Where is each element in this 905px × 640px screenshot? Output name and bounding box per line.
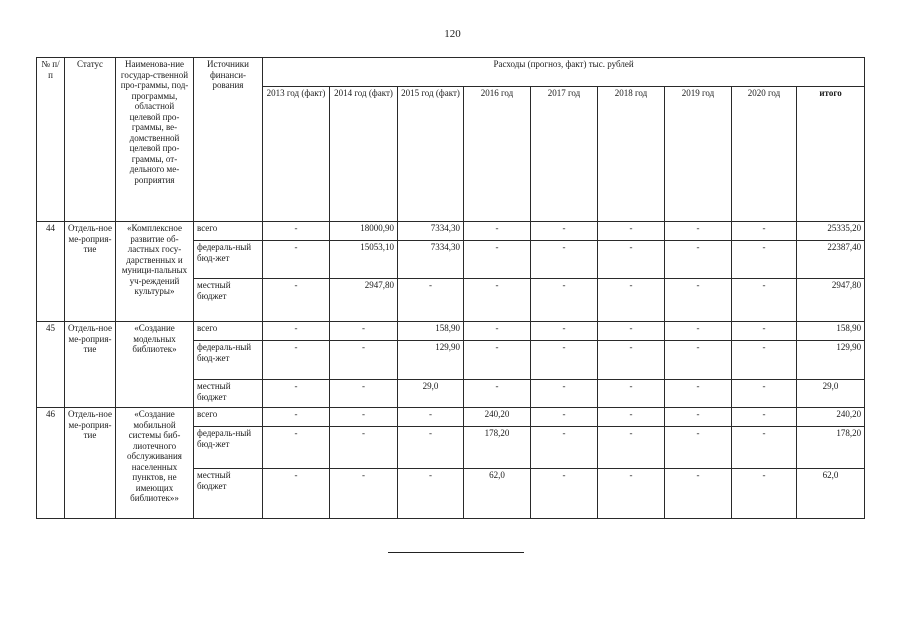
cell-value: - xyxy=(598,222,665,241)
cell-total: 62,0 xyxy=(797,469,865,519)
cell-value: 178,20 xyxy=(464,427,531,469)
cell-value: - xyxy=(330,408,398,427)
header-year: 2017 год xyxy=(531,87,598,222)
cell-value: - xyxy=(732,341,797,380)
table-row xyxy=(37,222,865,241)
row-source: всего xyxy=(194,322,263,341)
footer-divider xyxy=(388,552,524,553)
table-row xyxy=(37,322,865,341)
cell-value: - xyxy=(464,322,531,341)
cell-value: - xyxy=(665,341,732,380)
cell-value: - xyxy=(398,427,464,469)
cell-value: 129,90 xyxy=(398,341,464,380)
cell-value: - xyxy=(531,427,598,469)
cell-value: - xyxy=(665,222,732,241)
header-year: 2016 год xyxy=(464,87,531,222)
header-year: 2020 год xyxy=(732,87,797,222)
row-source: федераль-ный бюд-жет xyxy=(194,427,263,469)
cell-value: - xyxy=(531,222,598,241)
cell-total: 158,90 xyxy=(797,322,865,341)
header-name: Наименова-ние государ-ственной про-граммы, под-программы, областной целевой про-граммы, ве-домственной целевой про-граммы, от-дельного ме-роприятия xyxy=(116,58,194,222)
cell-value: - xyxy=(598,241,665,279)
cell-value: - xyxy=(330,469,398,519)
cell-value: - xyxy=(263,241,330,279)
cell-value: - xyxy=(665,279,732,322)
cell-value: - xyxy=(598,341,665,380)
row-source: местный бюджет xyxy=(194,469,263,519)
cell-value: - xyxy=(665,380,732,408)
cell-value: 62,0 xyxy=(464,469,531,519)
cell-value: 18000,90 xyxy=(330,222,398,241)
cell-value: 240,20 xyxy=(464,408,531,427)
row-status: Отдель-ное ме-роприя-тие xyxy=(65,222,116,322)
cell-value: - xyxy=(732,380,797,408)
cell-value: - xyxy=(464,279,531,322)
cell-total: 240,20 xyxy=(797,408,865,427)
cell-value: - xyxy=(598,380,665,408)
table-row xyxy=(37,408,865,427)
row-source: всего xyxy=(194,408,263,427)
header-num: № п/п xyxy=(37,58,65,222)
cell-value: - xyxy=(263,469,330,519)
cell-value: 2947,80 xyxy=(330,279,398,322)
cell-value: - xyxy=(598,469,665,519)
cell-total: 22387,40 xyxy=(797,241,865,279)
cell-value: 158,90 xyxy=(398,322,464,341)
cell-value: - xyxy=(598,322,665,341)
cell-value: - xyxy=(263,341,330,380)
cell-value: - xyxy=(531,380,598,408)
cell-value: 29,0 xyxy=(398,380,464,408)
cell-value: - xyxy=(732,241,797,279)
row-source: всего xyxy=(194,222,263,241)
row-status: Отдель-ное ме-роприя-тие xyxy=(65,322,116,408)
header-expenses: Расходы (прогноз, факт) тыс. рублей xyxy=(263,58,865,87)
row-source: местный бюджет xyxy=(194,380,263,408)
header-status: Статус xyxy=(65,58,116,222)
cell-value: - xyxy=(598,427,665,469)
cell-value: - xyxy=(330,322,398,341)
budget-table xyxy=(36,57,865,519)
cell-total: 25335,20 xyxy=(797,222,865,241)
cell-value: - xyxy=(665,322,732,341)
cell-value: 15053,10 xyxy=(330,241,398,279)
cell-value: - xyxy=(732,222,797,241)
cell-value: - xyxy=(464,222,531,241)
cell-value: - xyxy=(732,322,797,341)
cell-value: 7334,30 xyxy=(398,241,464,279)
row-source: федераль-ный бюд-жет xyxy=(194,241,263,279)
cell-value: - xyxy=(263,408,330,427)
cell-value: - xyxy=(732,427,797,469)
cell-value: - xyxy=(531,322,598,341)
cell-total: 2947,80 xyxy=(797,279,865,322)
row-program-name: «Создание модельных библиотек» xyxy=(116,322,194,408)
cell-value: - xyxy=(330,380,398,408)
header-total: итого xyxy=(797,87,865,222)
cell-value: - xyxy=(398,279,464,322)
row-num: 44 xyxy=(37,222,65,322)
cell-value: - xyxy=(665,469,732,519)
header-year: 2019 год xyxy=(665,87,732,222)
page-number: 120 xyxy=(444,28,461,40)
cell-value: - xyxy=(263,380,330,408)
header-year: 2018 год xyxy=(598,87,665,222)
cell-value: - xyxy=(398,469,464,519)
row-program-name: «Создание мобильной системы биб-лиотечного обслуживания населенных пунктов, не имеющих библиотек»» xyxy=(116,408,194,519)
row-source: федераль-ный бюд-жет xyxy=(194,341,263,380)
cell-value: - xyxy=(398,408,464,427)
row-program-name: «Комплексное развитие об-ластных госу-дарственных и муници-пальных уч-реждений культуры» xyxy=(116,222,194,322)
cell-value: - xyxy=(464,341,531,380)
row-source: местный бюджет xyxy=(194,279,263,322)
cell-value: - xyxy=(464,380,531,408)
cell-value: - xyxy=(732,408,797,427)
cell-value: - xyxy=(263,322,330,341)
cell-total: 129,90 xyxy=(797,341,865,380)
cell-value: 7334,30 xyxy=(398,222,464,241)
cell-value: - xyxy=(330,427,398,469)
header-year: 2013 год (факт) xyxy=(263,87,330,222)
header-source: Источники финанси-рования xyxy=(194,58,263,222)
row-num: 45 xyxy=(37,322,65,408)
cell-value: - xyxy=(263,427,330,469)
cell-value: - xyxy=(464,241,531,279)
cell-value: - xyxy=(531,408,598,427)
cell-value: - xyxy=(732,469,797,519)
cell-value: - xyxy=(598,408,665,427)
cell-value: - xyxy=(732,279,797,322)
cell-value: - xyxy=(598,279,665,322)
header-year: 2014 год (факт) xyxy=(330,87,398,222)
cell-value: - xyxy=(665,408,732,427)
cell-value: - xyxy=(531,241,598,279)
row-num: 46 xyxy=(37,408,65,519)
cell-value: - xyxy=(665,241,732,279)
cell-value: - xyxy=(330,341,398,380)
cell-value: - xyxy=(531,469,598,519)
cell-value: - xyxy=(263,279,330,322)
cell-value: - xyxy=(665,427,732,469)
cell-value: - xyxy=(531,279,598,322)
cell-value: - xyxy=(531,341,598,380)
row-status: Отдель-ное ме-роприя-тие xyxy=(65,408,116,519)
cell-total: 29,0 xyxy=(797,380,865,408)
cell-total: 178,20 xyxy=(797,427,865,469)
cell-value: - xyxy=(263,222,330,241)
header-year: 2015 год (факт) xyxy=(398,87,464,222)
